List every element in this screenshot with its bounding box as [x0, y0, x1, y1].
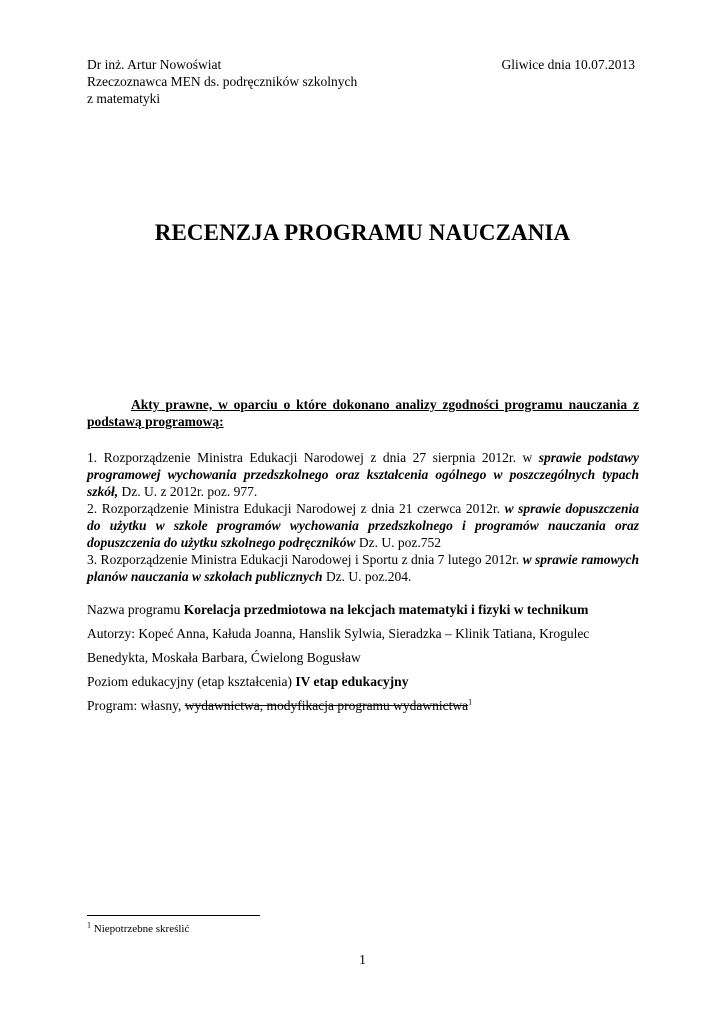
legal-act-item: 2. Rozporządzenie Ministra Edukacji Narodowej z dnia 21 czerwca 2012r. w sprawie dopuszczenia do użytku w szkole programów wychowania przedszkolnego i programów nauczania oraz dopuszczenia do użytku szkolnego podręczników Dz. U. poz.752	[87, 501, 639, 550]
footnote-ref: 1	[468, 697, 473, 707]
program-info	[87, 598, 639, 718]
author-name: Dr inż. Artur Nowoświat	[87, 57, 222, 72]
legal-acts-list	[87, 449, 639, 585]
author-role: Rzeczoznawca MEN ds. podręczników szkolnych	[87, 74, 358, 89]
legal-act-item: 3. Rozporządzenie Ministra Edukacji Narodowej i Sportu z dnia 7 lutego 2012r. w sprawie ramowych planów nauczania w szkołach publicznych Dz. U. poz.204.	[87, 552, 639, 584]
education-level: Poziom edukacyjny (etap kształcenia) IV etap edukacyjny	[87, 674, 409, 689]
document-title: RECENZJA PROGRAMU NAUCZANIA	[154, 220, 571, 245]
page-number: 1	[359, 952, 366, 967]
footnote-divider	[87, 915, 260, 916]
place-date: Gliwice dnia 10.07.2013	[501, 57, 635, 72]
legal-act-item: 1. Rozporządzenie Ministra Edukacji Narodowej z dnia 27 sierpnia 2012r. w sprawie podstawy programowej wychowania przedszkolnego oraz kształcenia ogólnego w poszczególnych typach szkół, Dz. U. z 2012r. poz. 977.	[87, 450, 639, 499]
legal-acts-heading: Akty prawne, w oparciu o które dokonano analizy zgodności programu nauczania z podstawą programową:	[87, 397, 639, 429]
program-name: Nazwa programu Korelacja przedmiotowa na lekcjach matematyki i fizyki w technikum	[87, 602, 589, 617]
footnote: $^1$ Niepotrzebne skreślić	[87, 920, 190, 935]
program-type: Program: własny, wydawnictwa, modyfikacja programu wydawnictwa$^1$	[87, 697, 473, 713]
program-authors: Autorzy: Kopeć Anna, Kałuda Joanna, Hanslik Sylwia, Sieradzka – Klinik Tatiana, Krogulec	[87, 626, 590, 641]
program-authors-cont: Benedykta, Moskała Barbara, Ćwielong Bogusław	[87, 650, 361, 665]
author-role-subject: z matematyki	[87, 91, 161, 106]
